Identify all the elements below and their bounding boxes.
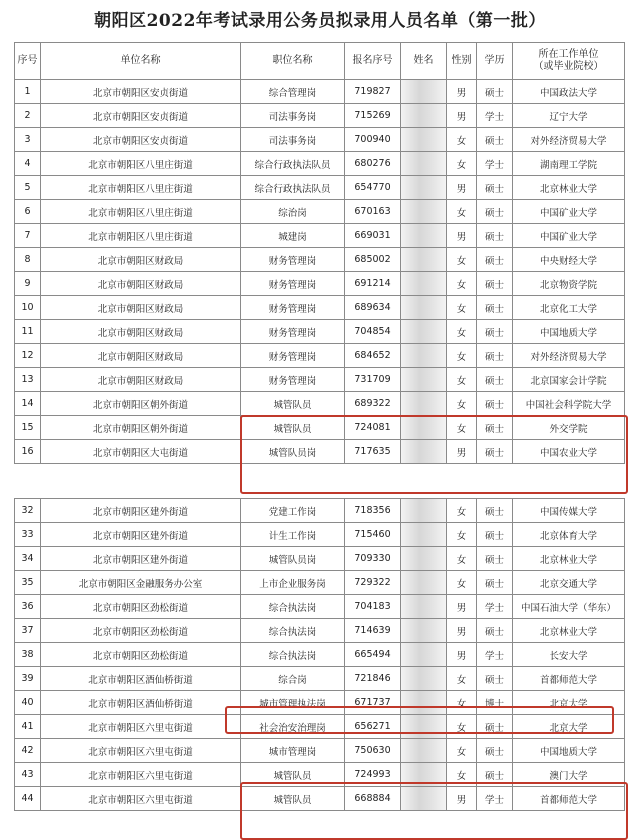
seq-cell: 10 [15, 296, 41, 320]
gender-cell: 男 [447, 104, 477, 128]
position-cell: 城管队员岗 [241, 440, 345, 464]
seq-cell: 39 [15, 667, 41, 691]
school-cell: 中央财经大学 [513, 248, 625, 272]
school-cell: 北京交通大学 [513, 571, 625, 595]
position-cell: 社会治安治理岗 [241, 715, 345, 739]
degree-cell: 硕士 [477, 272, 513, 296]
unit-cell: 北京市朝阳区财政局 [41, 344, 241, 368]
gender-cell: 男 [447, 80, 477, 104]
degree-cell: 学士 [477, 595, 513, 619]
name-cell [401, 272, 447, 296]
degree-cell: 硕士 [477, 368, 513, 392]
name-cell [401, 595, 447, 619]
school-cell: 北京物资学院 [513, 272, 625, 296]
seq-cell: 15 [15, 416, 41, 440]
degree-cell: 学士 [477, 787, 513, 811]
table-row [15, 571, 625, 595]
gender-cell: 女 [447, 248, 477, 272]
school-cell: 辽宁大学 [513, 104, 625, 128]
seq-cell: 36 [15, 595, 41, 619]
header-unit: 单位名称 [41, 43, 241, 80]
seq-cell: 38 [15, 643, 41, 667]
gender-cell: 女 [447, 296, 477, 320]
name-cell [401, 128, 447, 152]
degree-cell: 硕士 [477, 176, 513, 200]
degree-cell: 硕士 [477, 392, 513, 416]
position-cell: 财务管理岗 [241, 320, 345, 344]
seq-cell: 3 [15, 128, 41, 152]
table-row [15, 104, 625, 128]
reg-no-cell: 668884 [345, 787, 401, 811]
gender-cell: 女 [447, 739, 477, 763]
position-cell: 综合行政执法队员 [241, 176, 345, 200]
reg-no-cell: 724993 [345, 763, 401, 787]
gender-cell: 女 [447, 128, 477, 152]
degree-cell: 硕士 [477, 440, 513, 464]
name-cell [401, 368, 447, 392]
name-cell [401, 200, 447, 224]
header-position: 职位名称 [241, 43, 345, 80]
reg-no-cell: 685002 [345, 248, 401, 272]
table-row [15, 416, 625, 440]
reg-no-cell: 669031 [345, 224, 401, 248]
position-cell: 城管队员 [241, 787, 345, 811]
gender-cell: 女 [447, 523, 477, 547]
school-cell: 北京国家会计学院 [513, 368, 625, 392]
table-row [15, 523, 625, 547]
degree-cell: 硕士 [477, 547, 513, 571]
seq-cell: 16 [15, 440, 41, 464]
position-cell: 综合岗 [241, 667, 345, 691]
table-row [15, 344, 625, 368]
table-row [15, 547, 625, 571]
school-cell: 首都师范大学 [513, 667, 625, 691]
table-row [15, 224, 625, 248]
gender-cell: 女 [447, 667, 477, 691]
name-cell [401, 715, 447, 739]
degree-cell: 硕士 [477, 416, 513, 440]
name-cell [401, 739, 447, 763]
school-cell: 中国地质大学 [513, 739, 625, 763]
position-cell: 财务管理岗 [241, 272, 345, 296]
unit-cell: 北京市朝阳区安贞街道 [41, 104, 241, 128]
position-cell: 财务管理岗 [241, 296, 345, 320]
seq-cell: 44 [15, 787, 41, 811]
school-cell: 首都师范大学 [513, 787, 625, 811]
gender-cell: 女 [447, 763, 477, 787]
seq-cell: 1 [15, 80, 41, 104]
seq-cell: 43 [15, 763, 41, 787]
name-cell [401, 547, 447, 571]
degree-cell: 学士 [477, 643, 513, 667]
table-row [15, 320, 625, 344]
school-cell: 中国农业大学 [513, 440, 625, 464]
name-cell [401, 296, 447, 320]
school-cell: 中国矿业大学 [513, 200, 625, 224]
gender-cell: 男 [447, 787, 477, 811]
unit-cell: 北京市朝阳区八里庄街道 [41, 176, 241, 200]
seq-cell: 37 [15, 619, 41, 643]
unit-cell: 北京市朝阳区劲松街道 [41, 619, 241, 643]
position-cell: 综合执法岗 [241, 643, 345, 667]
seq-cell: 14 [15, 392, 41, 416]
position-cell: 综治岗 [241, 200, 345, 224]
seq-cell: 2 [15, 104, 41, 128]
degree-cell: 硕士 [477, 248, 513, 272]
name-cell [401, 440, 447, 464]
school-cell: 对外经济贸易大学 [513, 128, 625, 152]
unit-cell: 北京市朝阳区朝外街道 [41, 392, 241, 416]
name-cell [401, 643, 447, 667]
reg-no-cell: 691214 [345, 272, 401, 296]
reg-no-cell: 665494 [345, 643, 401, 667]
degree-cell: 学士 [477, 152, 513, 176]
gender-cell: 女 [447, 547, 477, 571]
unit-cell: 北京市朝阳区建外街道 [41, 523, 241, 547]
school-cell: 澳门大学 [513, 763, 625, 787]
unit-cell: 北京市朝阳区金融服务办公室 [41, 571, 241, 595]
header-school: 所在工作单位 （或毕业院校） [513, 43, 625, 80]
reg-no-cell: 721846 [345, 667, 401, 691]
name-cell [401, 787, 447, 811]
degree-cell: 硕士 [477, 763, 513, 787]
position-cell: 城建岗 [241, 224, 345, 248]
degree-cell: 硕士 [477, 320, 513, 344]
header-gender: 性别 [447, 43, 477, 80]
reg-no-cell: 709330 [345, 547, 401, 571]
school-cell: 中国传媒大学 [513, 499, 625, 523]
gender-cell: 女 [447, 392, 477, 416]
seq-cell: 9 [15, 272, 41, 296]
school-cell: 长安大学 [513, 643, 625, 667]
reg-no-cell: 715460 [345, 523, 401, 547]
table-row [15, 200, 625, 224]
seq-cell: 13 [15, 368, 41, 392]
position-cell: 综合管理岗 [241, 80, 345, 104]
school-cell: 对外经济贸易大学 [513, 344, 625, 368]
seq-cell: 7 [15, 224, 41, 248]
degree-cell: 硕士 [477, 571, 513, 595]
header-name: 姓名 [401, 43, 447, 80]
table-row [15, 392, 625, 416]
school-cell: 北京大学 [513, 715, 625, 739]
degree-cell: 硕士 [477, 667, 513, 691]
name-cell [401, 499, 447, 523]
unit-cell: 北京市朝阳区大屯街道 [41, 440, 241, 464]
header-seq: 序号 [15, 43, 41, 80]
unit-cell: 北京市朝阳区建外街道 [41, 547, 241, 571]
position-cell: 党建工作岗 [241, 499, 345, 523]
unit-cell: 北京市朝阳区八里庄街道 [41, 224, 241, 248]
table-row [15, 248, 625, 272]
table-row [15, 667, 625, 691]
candidate-table-part-1 [14, 42, 625, 464]
gender-cell: 男 [447, 643, 477, 667]
reg-no-cell: 654770 [345, 176, 401, 200]
position-cell: 财务管理岗 [241, 248, 345, 272]
name-cell [401, 80, 447, 104]
gender-cell: 男 [447, 224, 477, 248]
table-row [15, 691, 625, 715]
gender-cell: 女 [447, 200, 477, 224]
reg-no-cell: 680276 [345, 152, 401, 176]
name-cell [401, 320, 447, 344]
table-row [15, 715, 625, 739]
school-cell: 中国政法大学 [513, 80, 625, 104]
school-cell: 北京林业大学 [513, 619, 625, 643]
unit-cell: 北京市朝阳区酒仙桥街道 [41, 667, 241, 691]
reg-no-cell: 715269 [345, 104, 401, 128]
seq-cell: 42 [15, 739, 41, 763]
seq-cell: 6 [15, 200, 41, 224]
reg-no-cell: 719827 [345, 80, 401, 104]
degree-cell: 硕士 [477, 80, 513, 104]
school-cell: 中国地质大学 [513, 320, 625, 344]
school-cell: 北京林业大学 [513, 547, 625, 571]
reg-no-cell: 656271 [345, 715, 401, 739]
name-cell [401, 416, 447, 440]
table-row [15, 440, 625, 464]
position-cell: 城管队员 [241, 763, 345, 787]
degree-cell: 博士 [477, 691, 513, 715]
degree-cell: 硕士 [477, 715, 513, 739]
candidate-table-part-2 [14, 498, 625, 811]
seq-cell: 33 [15, 523, 41, 547]
reg-no-cell: 724081 [345, 416, 401, 440]
name-cell [401, 571, 447, 595]
position-cell: 城管队员岗 [241, 547, 345, 571]
reg-no-cell: 700940 [345, 128, 401, 152]
unit-cell: 北京市朝阳区六里屯街道 [41, 787, 241, 811]
table-row [15, 763, 625, 787]
position-cell: 计生工作岗 [241, 523, 345, 547]
seq-cell: 40 [15, 691, 41, 715]
school-cell: 北京体育大学 [513, 523, 625, 547]
reg-no-cell: 714639 [345, 619, 401, 643]
reg-no-cell: 689634 [345, 296, 401, 320]
table-row [15, 368, 625, 392]
gender-cell: 女 [447, 272, 477, 296]
gender-cell: 女 [447, 499, 477, 523]
seq-cell: 41 [15, 715, 41, 739]
gender-cell: 女 [447, 368, 477, 392]
name-cell [401, 619, 447, 643]
reg-no-cell: 684652 [345, 344, 401, 368]
name-cell [401, 667, 447, 691]
unit-cell: 北京市朝阳区财政局 [41, 368, 241, 392]
school-cell: 中国矿业大学 [513, 224, 625, 248]
school-cell: 北京化工大学 [513, 296, 625, 320]
gender-cell: 女 [447, 691, 477, 715]
reg-no-cell: 704854 [345, 320, 401, 344]
gender-cell: 女 [447, 416, 477, 440]
unit-cell: 北京市朝阳区安贞街道 [41, 80, 241, 104]
gender-cell: 男 [447, 176, 477, 200]
degree-cell: 硕士 [477, 200, 513, 224]
name-cell [401, 691, 447, 715]
degree-cell: 硕士 [477, 739, 513, 763]
seq-cell: 12 [15, 344, 41, 368]
position-cell: 上市企业服务岗 [241, 571, 345, 595]
table-row [15, 619, 625, 643]
name-cell [401, 344, 447, 368]
gender-cell: 女 [447, 152, 477, 176]
position-cell: 综合行政执法队员 [241, 152, 345, 176]
name-cell [401, 104, 447, 128]
school-cell: 北京大学 [513, 691, 625, 715]
unit-cell: 北京市朝阳区财政局 [41, 320, 241, 344]
unit-cell: 北京市朝阳区安贞街道 [41, 128, 241, 152]
table-row [15, 595, 625, 619]
school-cell: 湖南理工学院 [513, 152, 625, 176]
reg-no-cell: 717635 [345, 440, 401, 464]
gender-cell: 男 [447, 440, 477, 464]
school-cell: 北京林业大学 [513, 176, 625, 200]
table-row [15, 643, 625, 667]
position-cell: 综合执法岗 [241, 619, 345, 643]
position-cell: 综合执法岗 [241, 595, 345, 619]
table-row [15, 296, 625, 320]
reg-no-cell: 729322 [345, 571, 401, 595]
table-header-row [15, 43, 625, 80]
degree-cell: 硕士 [477, 499, 513, 523]
position-cell: 城市管理执法岗 [241, 691, 345, 715]
unit-cell: 北京市朝阳区财政局 [41, 296, 241, 320]
header-degree: 学历 [477, 43, 513, 80]
page-title: 朝阳区2022年考试录用公务员拟录用人员名单（第一批） [94, 11, 546, 31]
seq-cell: 4 [15, 152, 41, 176]
unit-cell: 北京市朝阳区财政局 [41, 272, 241, 296]
header-reg-no: 报名序号 [345, 43, 401, 80]
seq-cell: 35 [15, 571, 41, 595]
school-cell: 外交学院 [513, 416, 625, 440]
table-row [15, 80, 625, 104]
name-cell [401, 248, 447, 272]
reg-no-cell: 750630 [345, 739, 401, 763]
position-cell: 财务管理岗 [241, 368, 345, 392]
degree-cell: 硕士 [477, 619, 513, 643]
position-cell: 财务管理岗 [241, 344, 345, 368]
unit-cell: 北京市朝阳区六里屯街道 [41, 763, 241, 787]
gender-cell: 女 [447, 320, 477, 344]
gender-cell: 女 [447, 715, 477, 739]
seq-cell: 34 [15, 547, 41, 571]
table-row [15, 152, 625, 176]
school-cell: 中国石油大学（华东） [513, 595, 625, 619]
degree-cell: 硕士 [477, 224, 513, 248]
degree-cell: 学士 [477, 104, 513, 128]
position-cell: 城管队员 [241, 416, 345, 440]
gender-cell: 女 [447, 344, 477, 368]
table-row [15, 787, 625, 811]
seq-cell: 5 [15, 176, 41, 200]
table-row [15, 176, 625, 200]
unit-cell: 北京市朝阳区劲松街道 [41, 643, 241, 667]
unit-cell: 北京市朝阳区酒仙桥街道 [41, 691, 241, 715]
degree-cell: 硕士 [477, 296, 513, 320]
degree-cell: 硕士 [477, 523, 513, 547]
reg-no-cell: 718356 [345, 499, 401, 523]
unit-cell: 北京市朝阳区建外街道 [41, 499, 241, 523]
gender-cell: 男 [447, 619, 477, 643]
seq-cell: 11 [15, 320, 41, 344]
position-cell: 司法事务岗 [241, 128, 345, 152]
unit-cell: 北京市朝阳区朝外街道 [41, 416, 241, 440]
seq-cell: 32 [15, 499, 41, 523]
unit-cell: 北京市朝阳区六里屯街道 [41, 715, 241, 739]
reg-no-cell: 671737 [345, 691, 401, 715]
unit-cell: 北京市朝阳区八里庄街道 [41, 200, 241, 224]
name-cell [401, 152, 447, 176]
reg-no-cell: 704183 [345, 595, 401, 619]
position-cell: 城市管理岗 [241, 739, 345, 763]
gender-cell: 男 [447, 595, 477, 619]
reg-no-cell: 670163 [345, 200, 401, 224]
unit-cell: 北京市朝阳区财政局 [41, 248, 241, 272]
reg-no-cell: 731709 [345, 368, 401, 392]
unit-cell: 北京市朝阳区八里庄街道 [41, 152, 241, 176]
name-cell [401, 523, 447, 547]
reg-no-cell: 689322 [345, 392, 401, 416]
table-row [15, 739, 625, 763]
seq-cell: 8 [15, 248, 41, 272]
table-row [15, 499, 625, 523]
unit-cell: 北京市朝阳区六里屯街道 [41, 739, 241, 763]
name-cell [401, 763, 447, 787]
degree-cell: 硕士 [477, 344, 513, 368]
name-cell [401, 176, 447, 200]
position-cell: 城管队员 [241, 392, 345, 416]
table-row [15, 272, 625, 296]
table-row [15, 128, 625, 152]
name-cell [401, 392, 447, 416]
position-cell: 司法事务岗 [241, 104, 345, 128]
name-cell [401, 224, 447, 248]
degree-cell: 硕士 [477, 128, 513, 152]
unit-cell: 北京市朝阳区劲松街道 [41, 595, 241, 619]
school-cell: 中国社会科学院大学 [513, 392, 625, 416]
gender-cell: 女 [447, 571, 477, 595]
